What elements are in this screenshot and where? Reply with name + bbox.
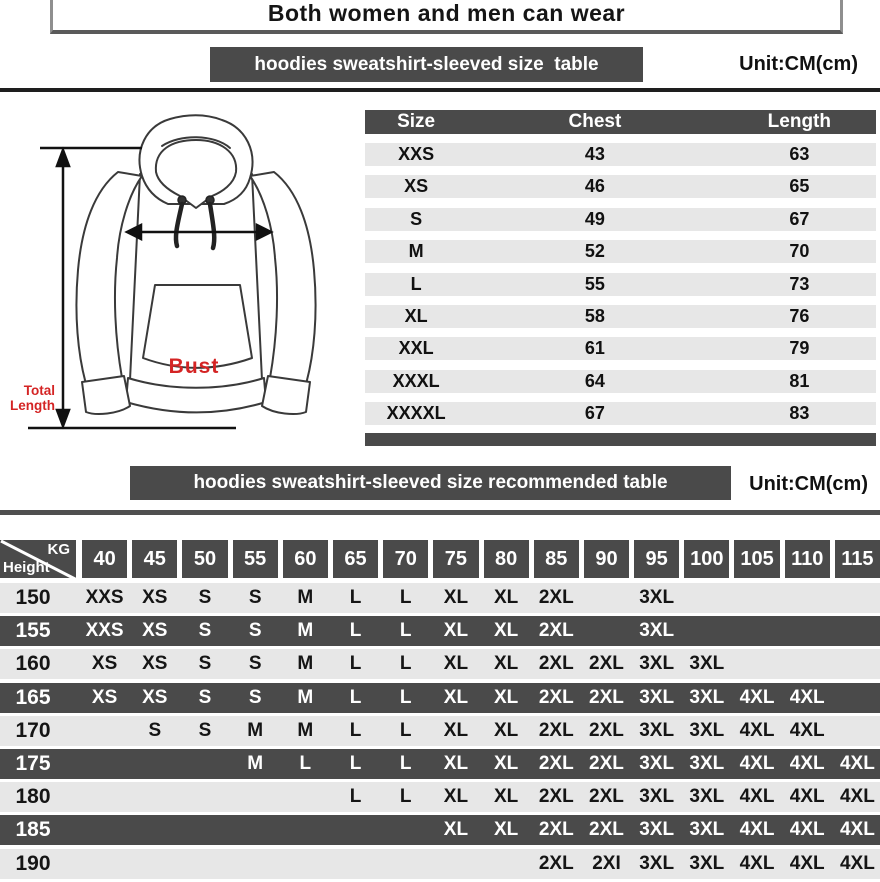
recommended-row-values — [82, 782, 880, 812]
size-table-cell-size: XXXXL — [386, 403, 446, 424]
size-value-cell: XL — [493, 686, 519, 708]
size-value-cell: XL — [493, 752, 519, 774]
size-table-row — [365, 402, 876, 425]
size-value-cell — [233, 849, 278, 879]
size-value-cell: 2XL — [538, 852, 574, 874]
size-table-cell-length: 67 — [789, 208, 810, 229]
kg-column-header: 75 — [433, 540, 478, 578]
size-value-cell: XL — [493, 620, 519, 642]
kg-column-header: 85 — [534, 540, 579, 578]
size-table-cell-size: M — [408, 241, 424, 262]
size-value-cell: L — [349, 719, 362, 741]
size-value-cell: 4XL — [739, 686, 775, 708]
kg-column-header: 105 — [734, 540, 779, 578]
height-label: 180 — [15, 785, 51, 809]
size-table-cell-chest: 61 — [584, 338, 605, 359]
size-value-cell — [82, 716, 127, 746]
size-value-cell: 4XL — [839, 752, 875, 774]
size-value-cell: XL — [493, 653, 519, 675]
size-value-cell: XL — [443, 786, 469, 808]
size-value-cell — [584, 616, 629, 646]
kg-column-header: 65 — [333, 540, 378, 578]
recommended-table-row — [0, 683, 880, 713]
size-value-cell: L — [349, 620, 362, 642]
size-value-cell — [785, 583, 830, 613]
size-value-cell: 4XL — [789, 719, 825, 741]
kg-column-header: 90 — [584, 540, 629, 578]
size-table-cell-size: XXXL — [392, 370, 440, 391]
size-value-cell: 3XL — [689, 786, 725, 808]
size-value-cell: L — [399, 686, 412, 708]
size-table-cell-chest: 58 — [584, 305, 605, 326]
size-value-cell: M — [247, 719, 264, 741]
size-value-cell — [82, 849, 127, 879]
size-table-cell-size: XL — [404, 305, 428, 326]
size-value-cell — [584, 583, 629, 613]
size-value-cell: 2XL — [538, 719, 574, 741]
size-table-cell-chest: 64 — [584, 370, 605, 391]
kg-column-header: 115 — [835, 540, 880, 578]
size-table-cell-size: XS — [404, 176, 429, 197]
size-table-cell-size: L — [410, 273, 422, 294]
size-value-cell: 2XL — [538, 819, 574, 841]
size-value-cell: 4XL — [789, 686, 825, 708]
size-value-cell: 2XL — [538, 686, 574, 708]
size-value-cell: 2XI — [592, 852, 621, 874]
size-value-cell: XXS — [85, 587, 124, 608]
size-value-cell: XS — [142, 620, 168, 642]
size-value-cell — [182, 749, 227, 779]
size-value-cell — [835, 583, 880, 613]
size-table-footer-bar — [365, 433, 876, 446]
size-value-cell: 3XL — [639, 719, 675, 741]
unit-label-1: Unit:CM(cm) — [739, 53, 858, 75]
size-value-cell: 3XL — [689, 719, 725, 741]
size-table-cell-length: 63 — [789, 144, 810, 164]
size-value-cell: 4XL — [839, 786, 875, 808]
size-value-cell: 2XL — [589, 819, 624, 841]
size-value-cell: 3XL — [639, 587, 675, 608]
size-value-cell — [333, 849, 378, 879]
size-value-cell: S — [248, 653, 262, 675]
size-value-cell: L — [349, 786, 362, 808]
size-value-cell — [233, 782, 278, 812]
size-value-cell: L — [399, 786, 412, 808]
size-value-cell — [734, 583, 779, 613]
recommended-table-body — [0, 583, 880, 882]
size-value-cell: 2XL — [589, 686, 624, 708]
size-value-cell: 3XL — [639, 786, 675, 808]
unit-label-2: Unit:CM(cm) — [749, 473, 868, 495]
height-label: 150 — [15, 586, 51, 609]
size-value-cell: S — [148, 719, 162, 741]
size-value-cell: XL — [493, 786, 519, 808]
size-table-row — [365, 143, 876, 166]
size-value-cell: L — [399, 620, 412, 642]
height-label: 175 — [15, 751, 51, 775]
size-value-cell — [182, 782, 227, 812]
size-value-cell: S — [198, 719, 212, 741]
recommended-table-row — [0, 649, 880, 679]
bust-label: Bust — [168, 355, 220, 378]
recommended-row-values — [82, 683, 880, 713]
recommended-table-row — [0, 849, 880, 879]
size-value-cell: M — [297, 587, 314, 608]
size-value-cell: 3XL — [689, 653, 725, 675]
size-value-cell: 2XL — [589, 653, 624, 675]
size-value-cell — [684, 583, 729, 613]
size-value-cell: S — [198, 686, 212, 708]
recommended-table-row — [0, 782, 880, 812]
size-table-row — [365, 370, 876, 393]
size-value-cell — [835, 716, 880, 746]
corner-kg-label: KG — [47, 541, 70, 558]
size-value-cell — [283, 782, 328, 812]
height-label: 165 — [15, 685, 51, 709]
size-value-cell: 4XL — [789, 819, 825, 841]
kg-column-header: 95 — [634, 540, 679, 578]
size-value-cell: 4XL — [739, 819, 775, 841]
size-value-cell: 3XL — [689, 852, 725, 874]
recommended-row-values — [82, 815, 880, 845]
recommended-table-row — [0, 616, 880, 646]
corner-height-label: Height — [3, 559, 50, 576]
size-value-cell: 2XL — [589, 719, 624, 741]
kg-height-corner-cell — [0, 540, 76, 578]
total-length-line2: Length — [10, 398, 55, 413]
recommended-row-values — [82, 749, 880, 779]
recommended-row-values — [82, 616, 880, 646]
size-value-cell — [734, 649, 779, 679]
size-value-cell: 2XL — [538, 786, 574, 808]
size-value-cell: 4XL — [839, 852, 875, 874]
size-value-cell: 4XL — [739, 719, 775, 741]
total-length-label — [5, 383, 55, 413]
size-value-cell — [82, 782, 127, 812]
height-label: 155 — [15, 619, 51, 643]
size-value-cell — [785, 649, 830, 679]
size-value-cell — [684, 616, 729, 646]
kg-column-header: 70 — [383, 540, 428, 578]
size-value-cell: XS — [91, 686, 118, 708]
size-table-cell-chest: 52 — [584, 241, 605, 262]
size-table-row — [365, 240, 876, 263]
divider-line-2 — [0, 510, 880, 515]
size-value-cell: S — [248, 620, 262, 642]
size-value-cell — [433, 849, 478, 879]
size-value-cell: XL — [493, 819, 519, 841]
recommended-table-row — [0, 749, 880, 779]
kg-header-cells — [82, 540, 880, 578]
size-table-cell-length: 65 — [789, 176, 810, 197]
size-value-cell — [835, 616, 880, 646]
size-value-cell: XL — [443, 620, 469, 642]
size-table-cell-chest: 55 — [584, 273, 605, 294]
size-value-cell — [132, 815, 177, 845]
size-table-cell-size: S — [410, 208, 423, 229]
size-table-cell-size: XXL — [398, 338, 434, 359]
size-value-cell: 3XL — [639, 819, 675, 841]
size-value-cell: M — [247, 752, 264, 774]
size-table-cell-length: 70 — [789, 241, 810, 262]
size-value-cell: S — [248, 686, 262, 708]
size-value-cell — [182, 815, 227, 845]
size-value-cell: 2XL — [538, 653, 574, 675]
size-table-cell-size: XXS — [398, 144, 435, 164]
kg-column-header: 45 — [132, 540, 177, 578]
size-value-cell: XL — [443, 587, 469, 608]
size-value-cell: XL — [443, 752, 469, 774]
size-table-cell-length: 76 — [789, 305, 810, 326]
recommended-row-values — [82, 583, 880, 613]
size-table-row — [365, 208, 876, 231]
size-value-cell — [132, 849, 177, 879]
size-value-cell: S — [248, 587, 262, 608]
size-value-cell: L — [349, 653, 362, 675]
size-table-cell-length: 83 — [789, 403, 810, 424]
size-value-cell — [283, 815, 328, 845]
size-table-cell-chest: 67 — [584, 403, 605, 424]
size-value-cell: 3XL — [689, 686, 725, 708]
size-value-cell: 3XL — [639, 752, 675, 774]
size-value-cell: 4XL — [839, 819, 875, 841]
size-value-cell: 3XL — [639, 686, 675, 708]
size-value-cell: 2XL — [538, 587, 574, 608]
size-value-cell: 3XL — [689, 752, 725, 774]
size-value-cell: 3XL — [639, 852, 675, 874]
kg-column-header: 80 — [484, 540, 529, 578]
size-value-cell: L — [349, 752, 362, 774]
size-value-cell — [82, 749, 127, 779]
size-value-cell: XL — [443, 686, 469, 708]
size-value-cell: XS — [142, 686, 168, 708]
size-value-cell: XL — [443, 819, 469, 841]
size-value-cell: XS — [91, 653, 118, 675]
size-table-cell-length: 81 — [789, 370, 810, 391]
title-box — [50, 0, 843, 34]
size-value-cell: 3XL — [639, 653, 675, 675]
kg-column-header: 40 — [82, 540, 127, 578]
size-value-cell: S — [198, 653, 212, 675]
size-table-cell-chest: 46 — [584, 176, 605, 197]
size-value-cell: XS — [142, 587, 168, 608]
size-table-banner: hoodies sweatshirt-sleeved size table — [210, 47, 643, 82]
recommended-table-row — [0, 716, 880, 746]
size-value-cell: XS — [142, 653, 168, 675]
kg-column-header: 50 — [182, 540, 227, 578]
size-value-cell — [835, 683, 880, 713]
height-label: 170 — [15, 718, 51, 742]
size-table-body — [365, 143, 876, 425]
size-table-cell-length: 73 — [789, 273, 810, 294]
size-value-cell: L — [349, 587, 362, 608]
recommended-table-banner: hoodies sweatshirt-sleeved size recommended table — [130, 466, 731, 500]
size-table-header — [365, 110, 876, 134]
size-value-cell: L — [349, 686, 362, 708]
size-value-cell — [484, 849, 529, 879]
size-table-row — [365, 305, 876, 328]
size-value-cell: 4XL — [789, 752, 825, 774]
column-header-size: Size — [397, 111, 436, 132]
size-value-cell — [233, 815, 278, 845]
size-value-cell: XL — [493, 587, 519, 608]
divider-line-1 — [0, 88, 880, 92]
size-table-row — [365, 273, 876, 296]
size-value-cell — [785, 616, 830, 646]
size-table-row — [365, 175, 876, 198]
size-value-cell — [734, 616, 779, 646]
size-value-cell — [383, 815, 428, 845]
size-value-cell: XXS — [85, 620, 124, 642]
size-value-cell: L — [399, 653, 412, 675]
size-value-cell: 2XL — [589, 786, 624, 808]
recommended-row-values — [82, 649, 880, 679]
size-value-cell: M — [297, 719, 314, 741]
total-length-line1: Total — [23, 383, 55, 398]
recommended-row-values — [82, 716, 880, 746]
size-value-cell: 4XL — [739, 786, 775, 808]
kg-column-header: 110 — [785, 540, 830, 578]
size-value-cell: S — [198, 587, 212, 608]
size-value-cell: L — [399, 587, 412, 608]
size-value-cell — [283, 849, 328, 879]
size-value-cell: M — [297, 620, 314, 642]
page-title: Both women and men can wear — [267, 0, 626, 26]
size-value-cell: 2XL — [589, 752, 624, 774]
size-value-cell: S — [198, 620, 212, 642]
size-value-cell — [835, 649, 880, 679]
size-value-cell: 3XL — [689, 819, 725, 841]
kg-column-header: 100 — [684, 540, 729, 578]
size-value-cell — [82, 815, 127, 845]
size-value-cell: M — [297, 686, 314, 708]
size-value-cell: 4XL — [789, 786, 825, 808]
height-label: 160 — [15, 652, 51, 676]
size-value-cell: XL — [493, 719, 519, 741]
recommended-table-header — [0, 540, 880, 578]
kg-column-header: 60 — [283, 540, 328, 578]
recommended-table-row — [0, 815, 880, 845]
height-label: 190 — [15, 851, 51, 875]
size-value-cell: 4XL — [739, 752, 775, 774]
size-value-cell: XL — [443, 653, 469, 675]
height-label: 185 — [15, 818, 51, 842]
size-value-cell: M — [297, 653, 314, 675]
size-table-cell-chest: 49 — [584, 208, 605, 229]
size-value-cell: 2XL — [538, 752, 574, 774]
size-value-cell: 4XL — [789, 852, 825, 874]
size-value-cell: 2XL — [538, 620, 574, 642]
recommended-table-row — [0, 583, 880, 613]
column-header-chest: Chest — [568, 111, 622, 132]
size-value-cell: L — [399, 719, 412, 741]
size-value-cell — [333, 815, 378, 845]
size-value-cell: 4XL — [739, 852, 775, 874]
size-table-cell-chest: 43 — [584, 144, 605, 164]
hoodie-measurement-diagram — [0, 110, 360, 450]
recommended-row-values — [82, 849, 880, 879]
column-header-length: Length — [767, 111, 831, 132]
size-value-cell — [383, 849, 428, 879]
size-value-cell — [132, 749, 177, 779]
size-table — [365, 110, 876, 446]
size-value-cell: L — [299, 752, 312, 774]
size-value-cell — [132, 782, 177, 812]
size-value-cell — [182, 849, 227, 879]
kg-column-header: 55 — [233, 540, 278, 578]
size-value-cell: XL — [443, 719, 469, 741]
size-table-row — [365, 337, 876, 360]
size-value-cell: L — [399, 752, 412, 774]
size-table-cell-length: 79 — [789, 338, 810, 359]
size-value-cell: 3XL — [639, 620, 675, 642]
